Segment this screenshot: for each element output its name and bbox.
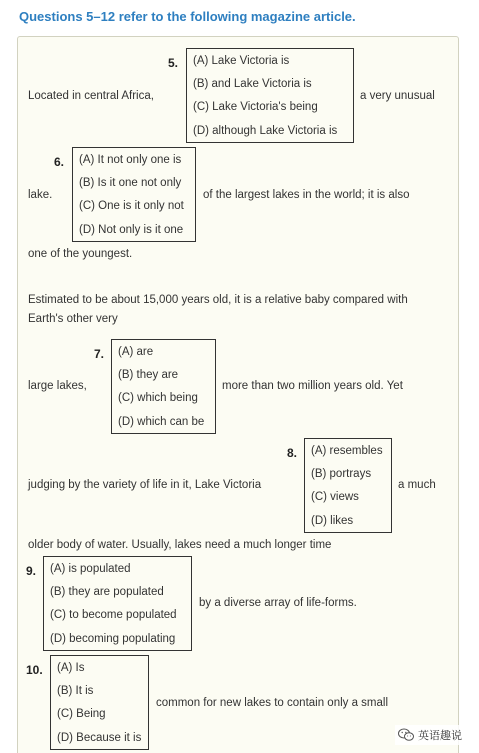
option-q8-c[interactable]: (C) views: [304, 486, 391, 509]
paragraph-text: Earth's other very: [28, 313, 118, 325]
answer-box-q10: [50, 655, 149, 750]
option-q8-d[interactable]: (D) likes: [304, 509, 391, 532]
question-number-9: 9.: [26, 564, 37, 578]
watermark: [395, 725, 465, 745]
sentence-text: Located in central Africa,: [28, 90, 154, 102]
option-q6-d[interactable]: (D) Not only is it one: [72, 218, 195, 241]
option-q6-b[interactable]: (B) Is it one not only: [72, 171, 195, 194]
sentence-text: common for new lakes to contain only a small: [156, 697, 389, 709]
option-q8-a[interactable]: (A) resembles: [304, 439, 391, 462]
option-q7-d[interactable]: (D) which can be: [111, 410, 215, 433]
sentence-text: more than two million years old. Yet: [222, 380, 403, 392]
question-number-5: 5.: [168, 56, 179, 70]
option-q5-a[interactable]: (A) Lake Victoria is: [186, 49, 353, 72]
option-q9-b[interactable]: (B) they are populated: [43, 580, 191, 603]
answer-box-q9: [43, 556, 192, 651]
sentence-text: older body of water. Usually, lakes need a much longer time: [28, 539, 332, 551]
answer-box-q7: [111, 339, 216, 434]
option-q7-b[interactable]: (B) they are: [111, 363, 215, 386]
option-q6-c[interactable]: (C) One is it only not: [72, 195, 195, 218]
option-q10-d[interactable]: (D) Because it is: [50, 726, 148, 749]
option-q10-c[interactable]: (C) Being: [50, 703, 148, 726]
sentence-text: judging by the variety of life in it, Lake Victoria: [28, 479, 262, 491]
paragraph-text: Estimated to be about 15,000 years old, it is a relative baby compared with: [28, 294, 408, 306]
option-q10-a[interactable]: (A) Is: [50, 656, 148, 679]
sentence-text: lake.: [28, 189, 53, 201]
page-title: Questions 5–12 refer to the following magazine article.: [19, 9, 356, 24]
answer-box-q6: [72, 147, 196, 242]
option-q9-a[interactable]: (A) is populated: [43, 557, 191, 580]
question-number-6: 6.: [54, 155, 65, 169]
option-q9-c[interactable]: (C) to become populated: [43, 604, 191, 627]
watermark-text: 英语趣说: [418, 730, 462, 742]
question-number-10: 10.: [26, 663, 43, 677]
wechat-icon: [398, 728, 414, 742]
option-q5-c[interactable]: (C) Lake Victoria's being: [186, 96, 353, 119]
option-q9-d[interactable]: (D) becoming populating: [43, 627, 191, 650]
sentence-text: one of the youngest.: [28, 248, 133, 260]
option-q5-d[interactable]: (D) although Lake Victoria is: [186, 119, 353, 142]
option-q6-a[interactable]: (A) It not only one is: [72, 148, 195, 171]
question-number-8: 8.: [287, 446, 298, 460]
sentence-text: of the largest lakes in the world; it is also: [203, 189, 410, 201]
option-q8-b[interactable]: (B) portrays: [304, 462, 391, 485]
answer-box-q8: [304, 438, 392, 533]
sentence-text: a much: [398, 479, 436, 491]
sentence-text: a very unusual: [360, 90, 435, 102]
option-q10-b[interactable]: (B) It is: [50, 679, 148, 702]
option-q7-c[interactable]: (C) which being: [111, 387, 215, 410]
option-q5-b[interactable]: (B) and Lake Victoria is: [186, 72, 353, 95]
answer-box-q5: [186, 48, 354, 143]
option-q7-a[interactable]: (A) are: [111, 340, 215, 363]
sentence-text: large lakes,: [28, 380, 87, 392]
question-number-7: 7.: [94, 347, 105, 361]
sentence-text: by a diverse array of life-forms.: [199, 597, 357, 609]
